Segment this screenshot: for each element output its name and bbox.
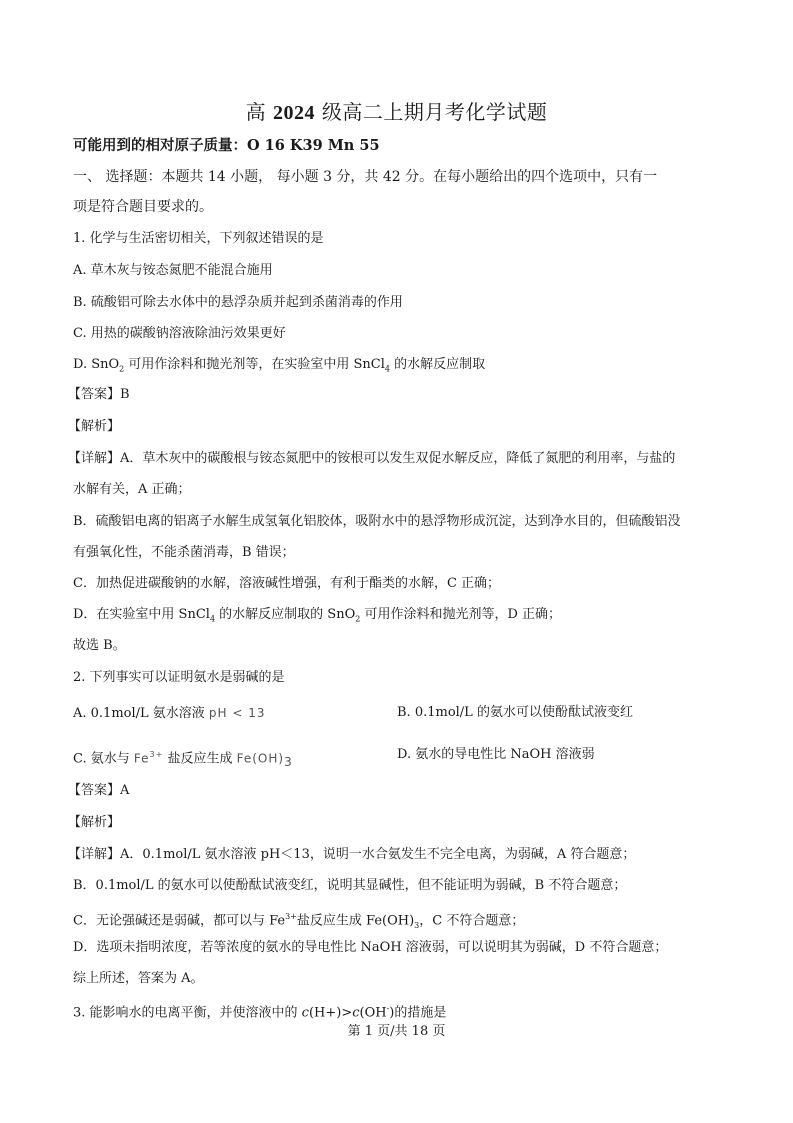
- section-instructions-line2: 项是符合题目要求的。: [73, 199, 213, 215]
- q2-detail-3: C．无论强碱还是弱碱，都可以与 $Fe^{3+}$盐反应生成 $Fe(OH)_3$，C 不符合题意；: [73, 912, 525, 930]
- page-footer: 第 1 页/共 18 页: [347, 1024, 446, 1039]
- q2-answer: 【答案】A: [68, 783, 130, 798]
- q2-stem: 2. 下列事实可以证明氨水是弱碱的是: [73, 670, 285, 685]
- q1-option-d: D. SnO$_2$ 可用作涂料和抛光剂等，在实验室中用 SnCl$_4$ 的水解反应制取: [73, 357, 486, 374]
- section-instructions-line1: 一、 选择题：本题共 14 小题， 每小题 3 分，共 42 分。在每小题给出的四个选项中，只有一: [73, 169, 658, 185]
- q1-option-c: C. 用热的碳酸钠溶液除油污效果更好: [73, 326, 286, 341]
- q1-answer: 【答案】B: [68, 387, 130, 402]
- atomic-mass-line: 可能用到的相对原子质量：O 16 K39 Mn 55: [73, 137, 380, 154]
- page-title: 高 2024 级高二上期月考化学试题: [245, 100, 548, 124]
- q1-option-a: A. 草木灰与铵态氮肥不能混合施用: [73, 263, 273, 278]
- q2-option-c: C. 氨水与 $Fe^{3+}$ 盐反应生成 $Fe(OH)_3$: [73, 750, 293, 769]
- q1-detail-2: 水解有关，A 正确；: [73, 482, 191, 497]
- q2-detail-4: D．选项未指明浓度，若等浓度的氨水的导电性比 NaOH 溶液弱，可以说明其为弱碱，D 不符合题意；: [73, 940, 668, 955]
- q2-detail-5: 综上所述，答案为 A。: [73, 971, 204, 986]
- q1-option-b: B. 硫酸铝可除去水体中的悬浮杂质并起到杀菌消毒的作用: [73, 295, 403, 310]
- q1-detail-7: 故选 B。: [73, 638, 126, 653]
- q2-option-b: B. 0.1mol/L 的氨水可以使酚酞试液变红: [397, 705, 633, 720]
- q2-detail-2: B．0.1mol/L 的氨水可以使酚酞试液变红，说明其显碱性，但不能证明为弱碱，B 不符合题意；: [73, 878, 627, 893]
- q2-option-d: D. 氨水的导电性比 NaOH 溶液弱: [397, 747, 595, 762]
- q1-detail-5: C．加热促进碳酸钠的水解，溶液碱性增强，有利于酯类的水解，C 正确；: [73, 576, 501, 591]
- q1-detail-6: D．在实验室中用 SnCl$_4$ 的水解反应制取的 SnO$_2$ 可用作涂料和抛光剂等，D 正确；: [73, 607, 562, 624]
- q1-detail-3: B．硫酸铝电离的铝离子水解生成氢氧化铝胶体，吸附水中的悬浮物形成沉淀，达到净水目的，但硫酸铝没: [73, 514, 681, 529]
- q1-detail-1: 【详解】A．草木灰中的碳酸根与铵态氮肥中的铵根可以发生双促水解反应，降低了氮肥的利用率，与盐的: [68, 451, 676, 466]
- q1-detail-4: 有强氧化性，不能杀菌消毒，B 错误；: [73, 545, 295, 560]
- q2-option-a: A. 0.1mol/L 氨水溶液 pH < 13: [73, 706, 266, 721]
- q3-stem: 3. 能影响水的电离平衡，并使溶液中的 c(H+)>c(OH-)的措施是: [73, 1004, 447, 1021]
- q2-detail-1: 【详解】A．0.1mol/L 氨水溶液 pH＜13，说明一水合氨发生不完全电离，为弱碱，A 符合题意；: [68, 847, 636, 862]
- q1-stem: 1. 化学与生活密切相关，下列叙述错误的是: [73, 231, 324, 246]
- q2-analysis: 【解析】: [68, 815, 121, 830]
- q1-analysis: 【解析】: [68, 419, 121, 434]
